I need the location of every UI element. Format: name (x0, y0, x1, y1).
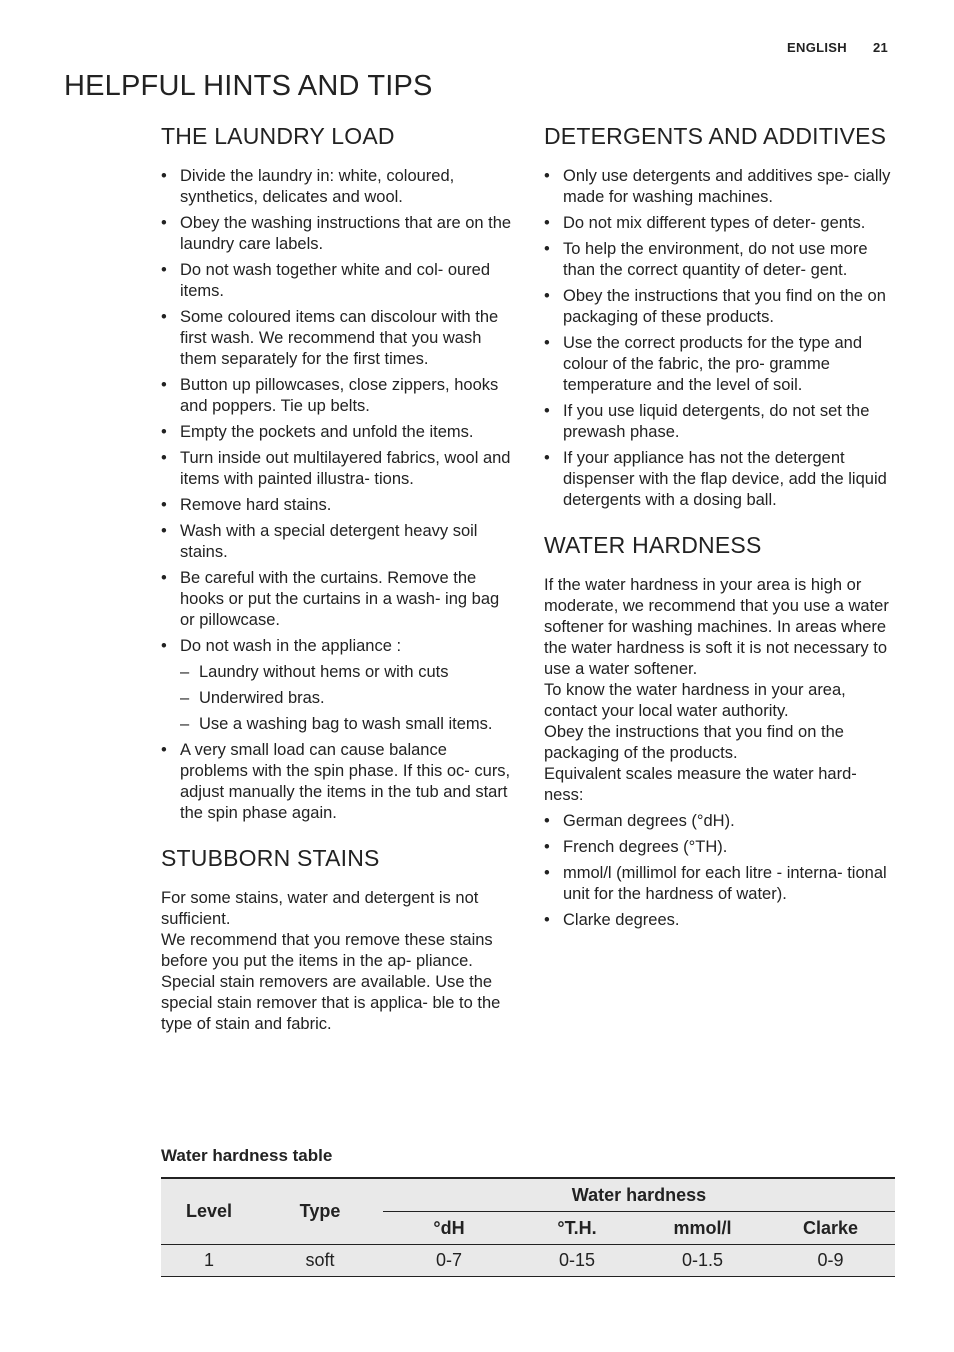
header-language: ENGLISH (787, 40, 847, 55)
col-header-mmol: mmol/l (639, 1212, 766, 1245)
stubborn-stains-paragraph: Special stain removers are available. Use the special stain remover that is applica- ble to the type of stain and fabric. (161, 973, 501, 1033)
bullet-icon: • (544, 240, 550, 258)
right-column (544, 120, 900, 936)
stubborn-stains-paragraph: We recommend that you remove these stains before you put the items in the ap- pliance. (161, 931, 493, 970)
col-header-th: °T.H. (515, 1212, 639, 1245)
bullet-icon: • (161, 261, 167, 279)
bullet-icon: • (544, 449, 550, 467)
list-item: • Use the correct products for the type and colour of the fabric, the pro- gramme temperature and the level of soil. (544, 334, 862, 394)
bullet-icon: • (161, 214, 167, 232)
cell-dh: 0-7 (383, 1245, 515, 1277)
dash-icon: – (180, 715, 190, 733)
list-item: • If you use liquid detergents, do not set the prewash phase. (544, 402, 870, 441)
page-header (787, 40, 888, 55)
list-item: • German degrees (°dH). (544, 812, 735, 830)
bullet-icon: • (544, 838, 550, 856)
col-header-water-hardness: Water hardness (383, 1178, 895, 1212)
list-item: • Obey the instructions that you find on the on packaging of these products. (544, 287, 886, 326)
cell-level: 1 (161, 1245, 257, 1277)
table-title: Water hardness table (161, 1146, 333, 1165)
list-item: • Divide the laundry in: white, coloured, synthetics, delicates and wool. (161, 167, 455, 206)
water-hardness-list (544, 811, 900, 931)
bullet-icon: • (161, 449, 167, 467)
bullet-icon: • (544, 812, 550, 830)
left-column (161, 120, 516, 1035)
water-hardness-paragraph: Equivalent scales measure the water hard- ness: (544, 765, 857, 804)
dash-icon: – (180, 663, 190, 681)
water-hardness-table (161, 1177, 895, 1277)
bullet-icon: • (544, 402, 550, 420)
sub-list-item: – Use a washing bag to wash small items. (180, 715, 493, 733)
list-item: • Obey the washing instructions that are on the laundry care labels. (161, 214, 512, 253)
water-hardness-paragraph: If the water hardness in your area is high or moderate, we recommend that you use a water softener for washing machines. In areas where the water hardness is soft it is not necessary to use a water softener. (544, 576, 889, 678)
detergents-list (544, 166, 900, 511)
bullet-icon: • (161, 376, 167, 394)
water-hardness-paragraph: To know the water hardness in your area, contact your local water authority. (544, 681, 846, 720)
list-item: • If your appliance has not the detergent dispenser with the flap device, add the liquid detergents with a dosing ball. (544, 449, 887, 509)
dash-icon: – (180, 689, 190, 707)
bullet-icon: • (161, 423, 167, 441)
cell-mmol: 0-1.5 (639, 1245, 766, 1277)
col-header-level: Level (161, 1178, 257, 1245)
col-header-clarke: Clarke (766, 1212, 895, 1245)
list-item: • Be careful with the curtains. Remove the hooks or put the curtains in a wash- ing bag or pillowcase. (161, 569, 500, 629)
cell-clarke: 0-9 (766, 1245, 895, 1277)
list-item: • Empty the pockets and unfold the items. (161, 423, 474, 441)
bullet-icon: • (161, 741, 167, 759)
list-item: • Only use detergents and additives spe- cially made for washing machines. (544, 167, 891, 206)
list-item: • Clarke degrees. (544, 911, 680, 929)
page-title: HELPFUL HINTS AND TIPS (64, 70, 433, 102)
bullet-icon: • (544, 214, 550, 232)
bullet-icon: • (544, 911, 550, 929)
list-item: • Wash with a special detergent heavy soil stains. (161, 522, 478, 561)
bullet-icon: • (544, 287, 550, 305)
sub-list-item: – Laundry without hems or with cuts (180, 663, 449, 681)
laundry-load-heading: THE LAUNDRY LOAD (161, 123, 395, 149)
col-header-dh: °dH (383, 1212, 515, 1245)
list-item: • Remove hard stains. (161, 496, 332, 514)
bullet-icon: • (161, 167, 167, 185)
table-row (161, 1245, 895, 1277)
cell-th: 0-15 (515, 1245, 639, 1277)
stubborn-stains-paragraph: For some stains, water and detergent is not sufficient. (161, 889, 479, 928)
list-item: • A very small load can cause balance problems with the spin phase. If this oc- curs, adjust manually the items in the tub and start the spin phase again. (161, 741, 511, 822)
water-hardness-heading: WATER HARDNESS (544, 532, 762, 558)
list-item: • Button up pillowcases, close zippers, hooks and poppers. Tie up belts. (161, 376, 499, 415)
bullet-icon: • (544, 167, 550, 185)
detergents-heading: DETERGENTS AND ADDITIVES (544, 123, 887, 149)
sub-list-item: – Underwired bras. (180, 689, 325, 707)
list-item: • To help the environment, do not use more than the correct quantity of deter- gent. (544, 240, 868, 279)
list-item: • Turn inside out multilayered fabrics, wool and items with painted illustra- tions. (161, 449, 511, 488)
bullet-icon: • (544, 864, 550, 882)
list-item: • Do not mix different types of deter- gents. (544, 214, 866, 232)
cell-type: soft (257, 1245, 383, 1277)
bullet-icon: • (544, 334, 550, 352)
list-item: • Do not wash together white and col- oured items. (161, 261, 491, 300)
col-header-type: Type (257, 1178, 383, 1245)
laundry-load-list (161, 166, 516, 824)
stubborn-stains-heading: STUBBORN STAINS (161, 845, 380, 871)
list-item: • Do not wash in the appliance : – Laundry without hems or with cuts – Underwired bras. – Use a washing bag to wash small items. (161, 636, 516, 735)
bullet-icon: • (161, 496, 167, 514)
list-item: • French degrees (°TH). (544, 838, 728, 856)
bullet-icon: • (161, 637, 167, 655)
water-hardness-paragraph: Obey the instructions that you find on the packaging of the products. (544, 723, 844, 762)
bullet-icon: • (161, 308, 167, 326)
list-item: • Some coloured items can discolour with the first wash. We recommend that you wash them separately for the first times. (161, 308, 499, 368)
bullet-icon: • (161, 522, 167, 540)
header-page-number: 21 (872, 40, 888, 55)
bullet-icon: • (161, 569, 167, 587)
sub-list (180, 662, 516, 735)
list-item: • mmol/l (millimol for each litre - interna- tional unit for the hardness of water). (544, 864, 887, 903)
